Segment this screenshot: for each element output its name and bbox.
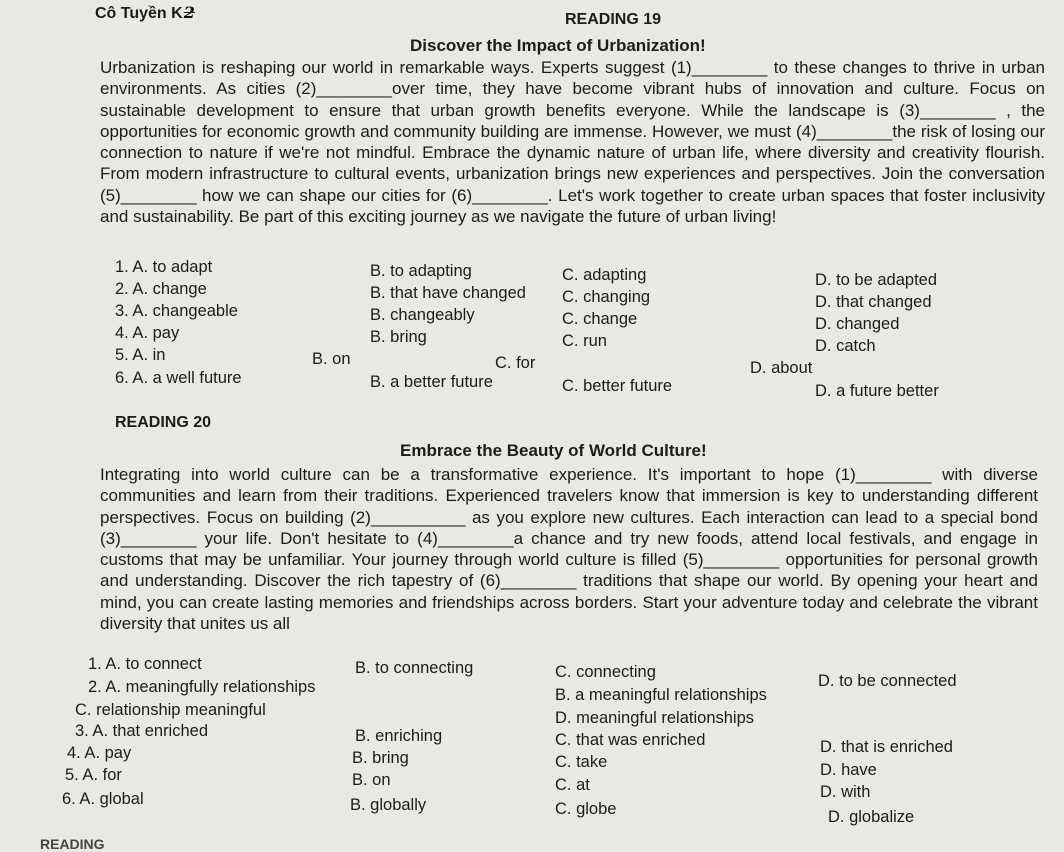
r19-q1-d: D. to be adapted (815, 271, 938, 289)
reading-20-title: Embrace the Beauty of World Culture! (400, 441, 707, 460)
reading-19-title: Discover the Impact of Urbanization! (410, 36, 706, 55)
r19-q1-b: B. to adapting (370, 262, 472, 280)
r19-q6-d: D. a future better (815, 382, 939, 400)
r20-q2-b: B. a meaningful relationships (555, 686, 767, 704)
r19-q2-a: 2. A. change (115, 280, 207, 298)
r20-q4-c: C. take (555, 753, 608, 771)
reading-19-label: READING 19 (565, 11, 662, 28)
r19-q6-b: B. a better future (370, 373, 493, 391)
r19-q5-c: C. for (495, 354, 536, 372)
r19-q2-b: B. that have changed (370, 284, 526, 302)
r19-q3-b: B. changeably (370, 306, 475, 324)
r19-q3-a: 3. A. changeable (115, 302, 238, 320)
reading-20-passage: Integrating into world culture can be a transformative experience. It's important to hope (1)________ with diverse communities and learn from their traditions. Experienced travelers know that immersion is key to understanding different perspectives. Focus on building (2)__________ as you explore new cultures. Each interaction can lead to a special bond (3)________ your life. Don't hesitate to (4)________a chance and try new foods, attend local festivals, and engage in customs that may be unfamiliar. Your journey through world culture is filled (5)________ opportunities for personal growth and understanding. Discover the rich tapestry of (6)________ traditions that shape our world. By opening your heart and mind, you can create lasting memories and friendships across borders. Start your adventure today and celebrate the vibrant diversity that unites us all (100, 465, 1038, 634)
r19-q6-a: 6. A. a well future (115, 369, 242, 387)
r20-q4-a: 4. A. pay (67, 744, 132, 762)
r20-q3-c: C. that was enriched (555, 731, 706, 749)
r19-q6-c: C. better future (562, 377, 673, 395)
r19-q3-c: C. change (562, 310, 638, 328)
r20-q2-d: D. meaningful relationships (555, 709, 755, 727)
r20-q3-d: D. that is enriched (820, 738, 953, 756)
r20-q2-c: C. relationship meaningful (75, 701, 266, 719)
reading-20-label: READING 20 (115, 414, 212, 431)
r19-q3-d: D. changed (815, 315, 900, 333)
r20-q1-d: D. to be connected (818, 672, 957, 690)
r19-q4-c: C. run (562, 332, 607, 350)
r20-q5-d: D. with (820, 783, 871, 801)
handwritten-mark: 2 (183, 3, 195, 22)
r19-q5-b: B. on (312, 350, 351, 368)
r19-q2-c: C. changing (562, 288, 651, 306)
r19-q4-d: D. catch (815, 337, 876, 355)
r20-q6-b: B. globally (350, 796, 427, 814)
r19-q4-a: 4. A. pay (115, 324, 180, 342)
r20-q6-c: C. globe (555, 800, 617, 818)
r20-q1-a: 1. A. to connect (88, 655, 202, 673)
r19-q2-d: D. that changed (815, 293, 932, 311)
r20-q6-a: 6. A. global (62, 790, 144, 808)
next-reading-label: READING (40, 836, 105, 852)
r20-q5-a: 5. A. for (65, 766, 122, 784)
r19-q1-a: 1. A. to adapt (115, 258, 213, 276)
r20-q4-d: D. have (820, 761, 877, 779)
r20-q1-c: C. connecting (555, 663, 656, 681)
r20-q1-b: B. to connecting (355, 659, 474, 677)
r20-q3-b: B. enriching (355, 727, 443, 745)
r20-q5-c: C. at (555, 776, 590, 794)
reading-19-passage: Urbanization is reshaping our world in remarkable ways. Experts suggest (1)________ to these changes to thrive in urban environments. As cities (2)________over time, they have become vibrant hubs of innovation and culture. Focus on sustainable development to ensure that urban growth benefits everyone. While the landscape is (3)________ , the opportunities for economic growth and community building are immense. However, we must (4)________the risk of losing our connection to nature if we're not mindful. Embrace the dynamic nature of urban life, where diversity and creativity flourish. From modern infrastructure to cultural events, urbanization brings new experiences and perspectives. Join the conversation (5)________ how we can shape our cities for (6)________. Let's work together to create urban spaces that foster inclusivity and sustainability. Be part of this exciting journey as we navigate the future of urban living! (100, 58, 1045, 227)
teacher-name: Cô Tuyền K2 (95, 3, 195, 22)
r19-q4-b: B. bring (370, 328, 427, 346)
r19-q5-d: D. about (750, 359, 813, 377)
r19-q5-a: 5. A. in (115, 346, 166, 364)
r19-q1-c: C. adapting (562, 266, 647, 284)
r20-q5-b: B. on (352, 771, 391, 789)
r20-q4-b: B. bring (352, 749, 409, 767)
r20-q6-d: D. globalize (828, 808, 915, 826)
r20-q3-a: 3. A. that enriched (75, 722, 209, 740)
r20-q2-a: 2. A. meaningfully relationships (88, 678, 316, 696)
